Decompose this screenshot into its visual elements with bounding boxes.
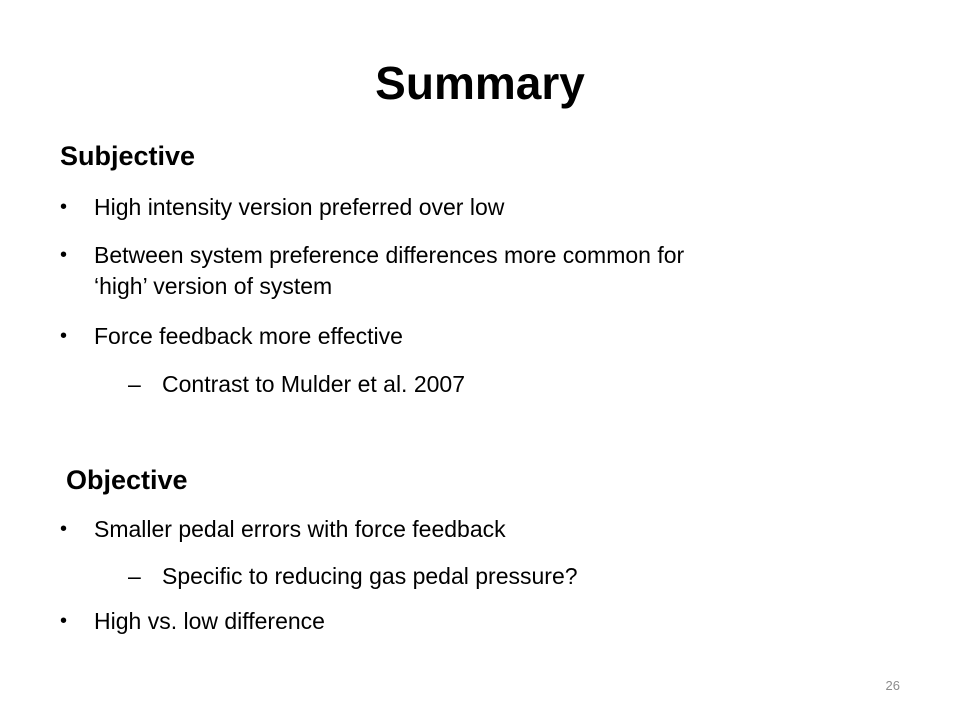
bullet-dot-icon: • xyxy=(60,325,68,347)
subbullet-text: Specific to reducing gas pedal pressure? xyxy=(162,563,578,589)
page-number: 26 xyxy=(885,678,900,693)
objective-heading: Objective xyxy=(66,465,188,495)
slide-title: Summary xyxy=(375,57,585,109)
bullet-dot-icon: • xyxy=(60,244,68,266)
dash-icon: – xyxy=(128,371,141,397)
bullet-dot-icon: • xyxy=(60,518,68,540)
bullet-dot-icon: • xyxy=(60,610,68,632)
bullet-text: High intensity version preferred over low xyxy=(94,194,505,220)
bullet-dot-icon: • xyxy=(60,196,68,218)
bullet-text: Force feedback more effective xyxy=(94,323,403,349)
subjective-heading: Subjective xyxy=(60,141,196,171)
dash-icon: – xyxy=(128,563,141,589)
bullet-text: Smaller pedal errors with force feedback xyxy=(94,516,506,542)
subbullet-text: Contrast to Mulder et al. 2007 xyxy=(162,371,465,397)
bullet-text: High vs. low difference xyxy=(94,608,325,634)
bullet-text: Between system preference differences more common for xyxy=(94,242,685,268)
bullet-text-continuation: ‘high’ version of system xyxy=(94,273,333,299)
